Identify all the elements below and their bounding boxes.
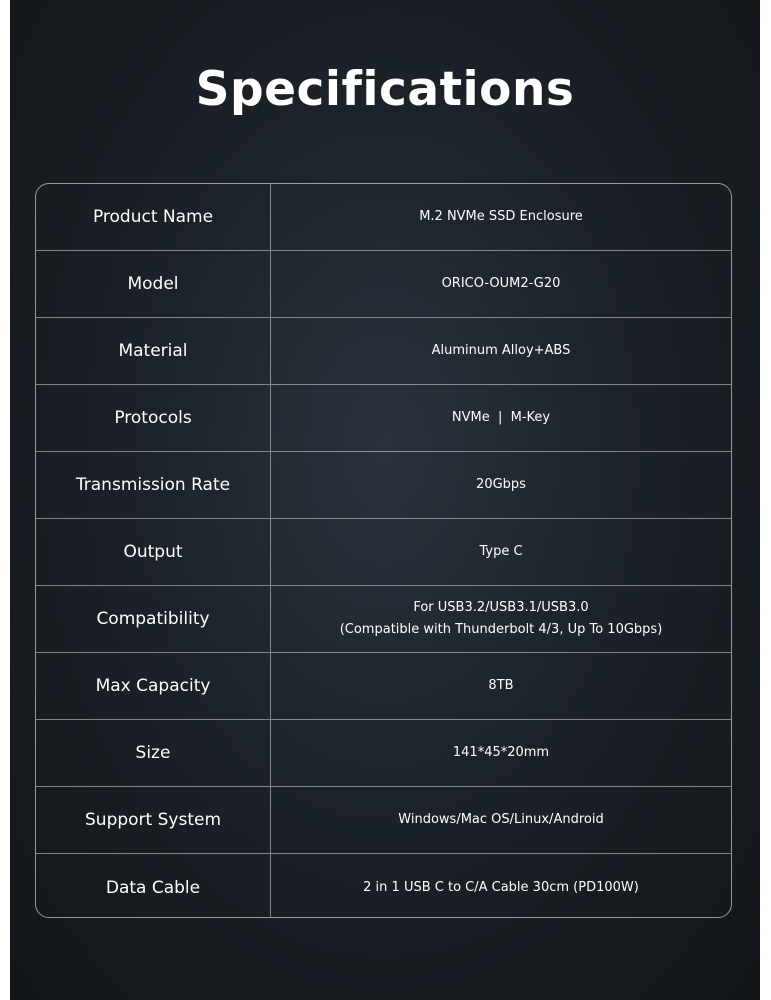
spec-row-protocols	[36, 385, 731, 452]
spec-value	[271, 251, 731, 317]
spec-row-max-capacity	[36, 653, 731, 720]
spec-value-line-2: (Compatible with Thunderbolt 4/3, Up To 10Gbps)	[339, 622, 663, 637]
spec-table	[35, 183, 732, 918]
spec-label: Transmission Rate	[36, 452, 271, 518]
spec-label: Model	[36, 251, 271, 317]
spec-value	[271, 452, 731, 518]
spec-value	[271, 519, 731, 585]
spec-value-line: 8TB	[488, 678, 514, 693]
spec-page	[10, 0, 760, 1000]
spec-row-data-cable	[36, 854, 731, 918]
spec-label: Material	[36, 318, 271, 384]
page-title: Specifications	[195, 62, 575, 117]
spec-value	[271, 184, 731, 250]
spec-value	[271, 787, 731, 853]
spec-value	[271, 586, 731, 652]
spec-value	[271, 854, 731, 918]
spec-row-support-system	[36, 787, 731, 854]
spec-value-line: Aluminum Alloy+ABS	[431, 343, 571, 358]
spec-row-output	[36, 519, 731, 586]
spec-value-line: Windows/Mac OS/Linux/Android	[398, 812, 604, 827]
spec-value-line: M.2 NVMe SSD Enclosure	[419, 209, 583, 224]
spec-value	[271, 720, 731, 786]
spec-value-line: NVMe | M-Key	[451, 410, 551, 425]
spec-value	[271, 318, 731, 384]
spec-value-line: For USB3.2/USB3.1/USB3.0	[413, 600, 589, 615]
spec-value-line: 141*45*20mm	[452, 745, 550, 760]
spec-label: Max Capacity	[36, 653, 271, 719]
spec-value	[271, 653, 731, 719]
spec-label: Product Name	[36, 184, 271, 250]
spec-row-product-name	[36, 184, 731, 251]
spec-label: Size	[36, 720, 271, 786]
spec-value-line: Type C	[479, 544, 523, 559]
spec-label: Support System	[36, 787, 271, 853]
spec-value-line: ORICO-OUM2-G20	[441, 276, 561, 291]
spec-row-model	[36, 251, 731, 318]
spec-label: Compatibility	[36, 586, 271, 652]
spec-label: Protocols	[36, 385, 271, 451]
spec-value-line: 20Gbps	[476, 477, 526, 492]
spec-label: Output	[36, 519, 271, 585]
spec-value-line: 2 in 1 USB C to C/A Cable 30cm (PD100W)	[363, 879, 639, 895]
spec-label: Data Cable	[36, 854, 271, 918]
spec-row-compatibility	[36, 586, 731, 653]
spec-value	[271, 385, 731, 451]
spec-row-size	[36, 720, 731, 787]
spec-row-material	[36, 318, 731, 385]
spec-row-transmission-rate	[36, 452, 731, 519]
